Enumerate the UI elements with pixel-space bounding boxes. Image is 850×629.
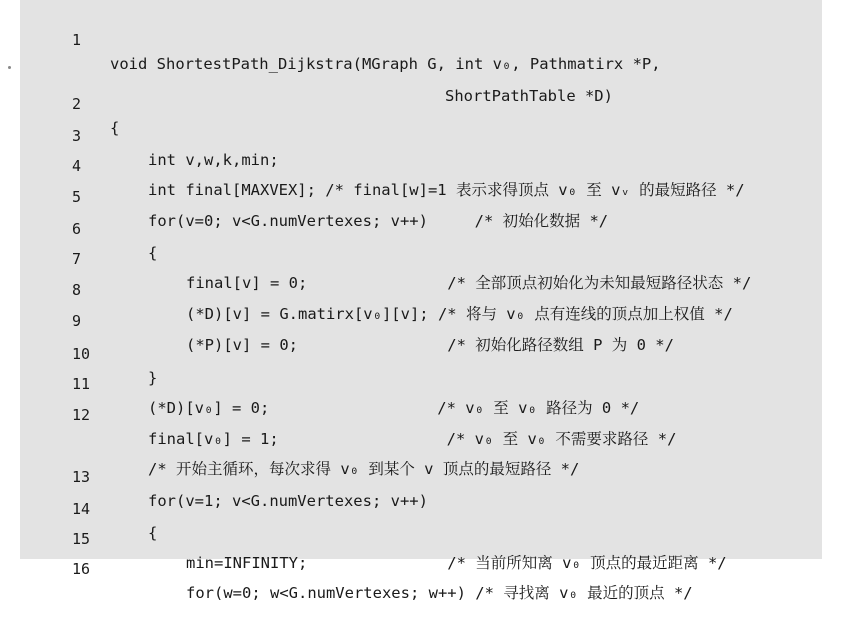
line-number: 1 [72, 31, 82, 49]
code-text: (*D)[v] = G.matirx[v₀][v]; /* 将与 v₀ 点有连线的顶点加上权值 */ [186, 305, 733, 323]
code-line [20, 223, 752, 292]
code-text: { [110, 119, 120, 137]
line-number: 10 [72, 345, 91, 363]
code-line [20, 100, 279, 169]
line-number: 2 [72, 95, 82, 113]
line-number: 4 [72, 157, 82, 175]
code-text: final[v] = 0; /* 全部顶点初始化为未知最短路径状态 */ [186, 274, 752, 292]
line-number: 11 [72, 375, 91, 393]
margin-speck [8, 66, 11, 69]
line-number: 3 [72, 127, 82, 145]
code-line [20, 4, 661, 73]
code-line [20, 193, 158, 262]
line-number: 12 [72, 406, 91, 424]
code-comment: /* 开始主循环，每次求得 v₀ 到某个 v 顶点的最短路径 */ [148, 460, 580, 478]
line-number: 14 [72, 500, 91, 518]
code-text: for(v=1; v<G.numVertexes; v++) [148, 492, 428, 510]
code-text: (*P)[v] = 0; /* 初始化路径数组 P 为 0 */ [186, 336, 674, 354]
line-number: 16 [72, 560, 91, 578]
code-text: for(v=0; v<G.numVertexes; v++) /* 初始化数据 */ [148, 212, 609, 230]
code-text: } [148, 369, 158, 387]
line-number: 15 [72, 530, 91, 548]
code-text: (*D)[v₀] = 0; /* v₀ 至 v₀ 路径为 0 */ [148, 399, 640, 417]
line-number: 13 [72, 468, 91, 486]
line-number: 6 [72, 220, 82, 238]
code-text: void ShortestPath_Dijkstra(MGraph G, int v₀, Pathmatirx *P, [110, 55, 661, 73]
code-text: { [148, 524, 158, 542]
code-text: for(w=0; w<G.numVertexes; w++) /* 寻找离 v₀ 最近的顶点 */ [186, 584, 693, 602]
code-text: min=INFINITY; /* 当前所知离 v₀ 顶点的最近距离 */ [186, 554, 727, 572]
code-text: int final[MAXVEX]; /* final[w]=1 表示求得顶点 v₀ 至 vᵥ 的最短路径 */ [148, 181, 745, 199]
line-number: 7 [72, 250, 82, 268]
code-listing [20, 0, 822, 602]
line-number: 5 [72, 188, 82, 206]
line-number: 8 [72, 281, 82, 299]
code-line [20, 68, 120, 137]
code-text: int v,w,k,min; [148, 151, 279, 169]
code-text: { [148, 244, 158, 262]
code-text: final[v₀] = 1; /* v₀ 至 v₀ 不需要求路径 */ [148, 430, 677, 448]
line-number: 9 [72, 312, 82, 330]
code-text: ShortPathTable *D) [445, 87, 613, 105]
